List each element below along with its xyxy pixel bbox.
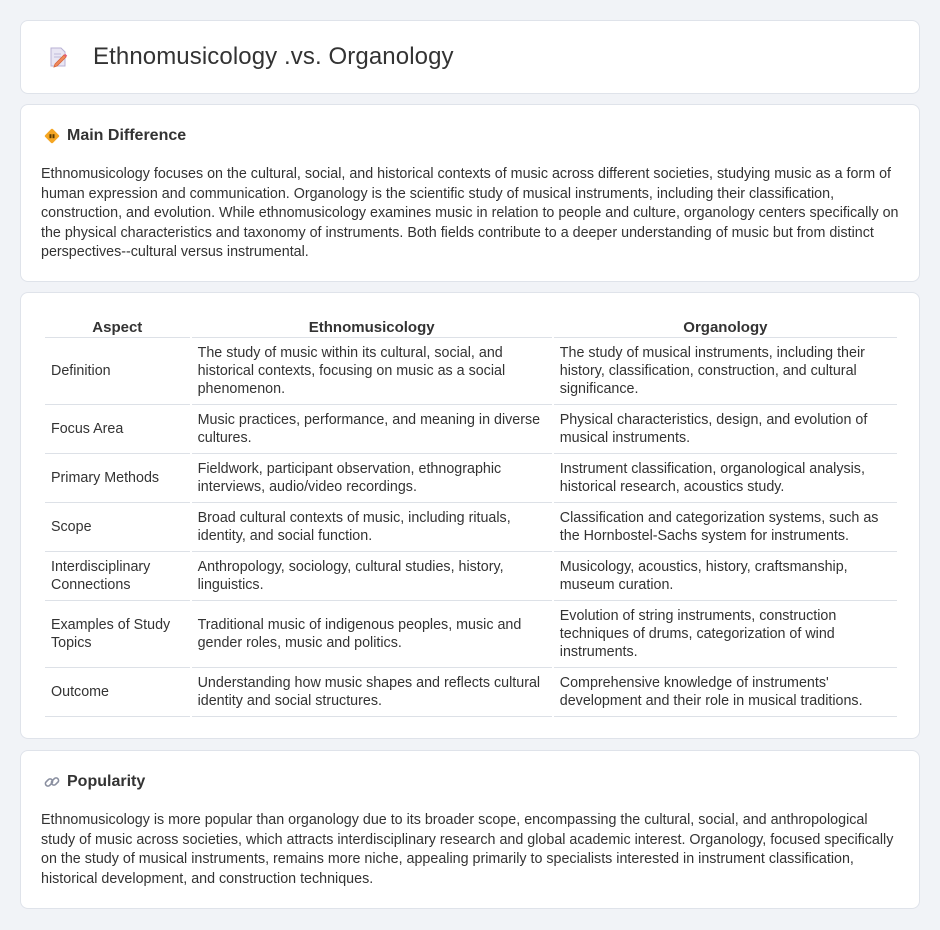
row-organology: Comprehensive knowledge of instruments' development and their role in musical traditions. (554, 668, 897, 717)
table-row (45, 668, 897, 717)
row-ethnomusicology: Traditional music of indigenous peoples, music and gender roles, music and politics. (192, 601, 552, 668)
main-difference-section (20, 104, 920, 282)
comparison-table (43, 313, 899, 717)
header-organology: Organology (554, 313, 897, 338)
row-organology: Musicology, acoustics, history, craftsmanship, museum curation. (554, 552, 897, 601)
main-difference-text: Ethnomusicology focuses on the cultural, social, and historical contexts of music across different societies, studying music as a form of human expression and communication. Organology is the scientific study of musical instruments, including their classification, construction, and evolution. While ethnomusicology examines music in relation to people and culture, organology centers specifically on the physical characteristics and taxonomy of instruments. Both fields contribute to a deeper understanding of music but from distinct perspectives--cultural versus instrumental. (41, 166, 899, 261)
row-organology: Evolution of string instruments, construction techniques of drums, categorization of wind instruments. (554, 601, 897, 668)
popularity-section (20, 750, 920, 909)
row-ethnomusicology: Anthropology, sociology, cultural studies, history, linguistics. (192, 552, 552, 601)
document-edit-icon (47, 46, 69, 68)
title-card (20, 20, 920, 94)
table-header-row (45, 313, 897, 338)
row-organology: The study of musical instruments, including their history, classification, construction, and cultural significance. (554, 338, 897, 405)
row-aspect: Outcome (45, 668, 190, 717)
page-title: Ethnomusicology .vs. Organology (93, 43, 454, 70)
row-aspect: Focus Area (45, 405, 190, 454)
table-row (45, 601, 897, 668)
row-aspect: Examples of Study Topics (45, 601, 190, 668)
table-row (45, 552, 897, 601)
row-aspect: Interdisciplinary Connections (45, 552, 190, 601)
row-organology: Instrument classification, organological analysis, historical research, acoustics study. (554, 454, 897, 503)
table-row (45, 454, 897, 503)
row-ethnomusicology: Music practices, performance, and meaning in diverse cultures. (192, 405, 552, 454)
main-difference-heading: Main Difference (67, 127, 187, 144)
row-organology: Physical characteristics, design, and evolution of musical instruments. (554, 405, 897, 454)
table-row (45, 405, 897, 454)
diamond-sign-icon (43, 127, 61, 145)
row-aspect: Definition (45, 338, 190, 405)
popularity-text: Ethnomusicology is more popular than organology due to its broader scope, encompassing the cultural, social, and anthropological study of music across societies, which attracts interdisciplinary research and global academic interest. Organology, focused specifically on the study of musical instruments, remains more niche, appealing primarily to specialists interested in instrument classification, historical development, and construction techniques. (41, 812, 894, 887)
table-row (45, 338, 897, 405)
popularity-heading: Popularity (67, 773, 146, 790)
row-aspect: Primary Methods (45, 454, 190, 503)
link-icon (43, 773, 61, 791)
row-ethnomusicology: Fieldwork, participant observation, ethnographic interviews, audio/video recordings. (192, 454, 552, 503)
row-ethnomusicology: Understanding how music shapes and reflects cultural identity and social structures. (192, 668, 552, 717)
header-aspect: Aspect (45, 313, 190, 338)
table-row (45, 503, 897, 552)
row-organology: Classification and categorization systems, such as the Hornbostel-Sachs system for instruments. (554, 503, 897, 552)
comparison-section (20, 292, 920, 739)
row-aspect: Scope (45, 503, 190, 552)
row-ethnomusicology: The study of music within its cultural, social, and historical contexts, focusing on music as a social phenomenon. (192, 338, 552, 405)
header-ethnomusicology: Ethnomusicology (192, 313, 552, 338)
row-ethnomusicology: Broad cultural contexts of music, including rituals, identity, and social function. (192, 503, 552, 552)
